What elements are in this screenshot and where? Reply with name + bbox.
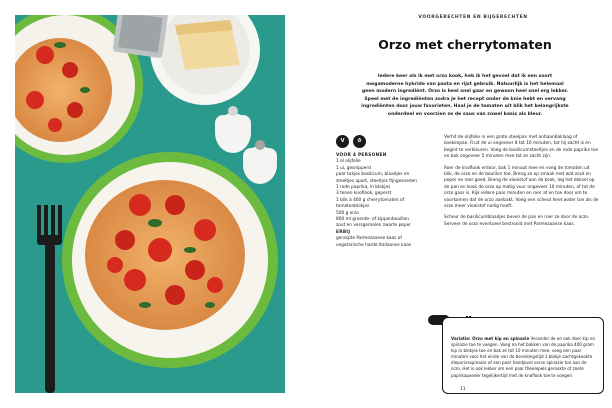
- ingredient-line: steeltjes apart, steeltjes fijngesneden: [336, 178, 417, 184]
- method-step: Scheur de basilicumblaadjes boven de pan en roer ze door de orzo. Serveer de orzo eventueel bestrooid met Parmezaanse kaas.: [444, 215, 590, 227]
- ingredient-line: paar takjes basilicum, blaadjes en: [336, 172, 410, 178]
- serve-heading: ERBIJ: [336, 229, 351, 235]
- serve-line: vegetarische harde Italiaanse kaas: [336, 242, 412, 248]
- method-step: Roer de knoflook erdoor, bak 1 minuut mee en voeg de tomaten uit blik, de orzo en de bouillon toe. Breng zo op smaak met wat zout en peper en roer goed. Breng de vloeistof aan de kook, leg het deksel op de pan en kook de orzo op matig vuur ongeveer 10 minuten, of tot de orzo gaar is. Kijk iedere paar minuten en roer af en toe door om te voorkomen dat de orzo aanbakt. Voeg een scheut heet water toe als de orzo meer vloeistof nodig heeft.: [444, 165, 599, 210]
- orzo-dish-illustration: [15, 15, 285, 393]
- section-kicker: VOORGERECHTEN EN BIJGERECHTEN: [418, 15, 528, 20]
- recipe-intro: Iedere keer als ik met orzo kook, heb ik het gevoel dat ik een soort megamoderne hybride van pasta en rijst gebruik. Natuurlijk is het helemaal geen modern ingrediënt. Orzo is heel snel gaar en gewoon heel snel erg lekker. Speel met de ingrediënten zodra je het recept onder de knie hebt en vervang ingrediënten door jouw favorieten. Haal je de tomaten uit blik het belangrijkste onderdeel en voorzien ze de saus van zowel basis als kleur.: [361, 74, 569, 117]
- diet-icons: [336, 135, 376, 149]
- variation-box: [442, 317, 604, 394]
- serve-line: geraspte Parmezaanse kaas of: [336, 236, 402, 242]
- ingredient-line: 1 blik à 400 g cherrytomaten of: [336, 197, 405, 203]
- ingredient-line: 800 ml groente- of kippenbouillon: [336, 217, 409, 223]
- method-steps: [444, 135, 600, 233]
- time-icon: ⏱: [353, 135, 366, 148]
- variation-text: [451, 336, 597, 379]
- servings-heading: VOOR 4 PERSONEN: [336, 153, 387, 158]
- ingredient-line: 1 el olijfolie: [336, 159, 361, 165]
- ingredients-list: [336, 153, 436, 249]
- method-step: Verhit de olijfolie in een grote steelpan met antiaanbaklaag of koekenpan. Fruit de ui ongeveer 8 tot 10 minuten, tot hij zacht is en begint te verkleuren. Voeg de basilicumsteeltjes en de rode paprika toe en bak ongeveer 5 minuten mee tot ze zacht zijn.: [444, 135, 599, 160]
- variation-body: Verander de en ook door kip en spinazie toe te voegen. Voeg na het bakken van de paprika 400 gram kip in blokjes toe en bak ze tot 10 minuten mee, voeg een paar minuten voor het einde van de bereidingstijd 1 blokje zachtgekookte diepvriesspinazie of een paar handjevol verse spinazie toe aan de orzo. Het is ook lekker om een paar theelepels gerookte of zoete paprikapoeder tegelijkertijd met de knoflook toe te voegen.: [451, 336, 596, 378]
- ingredient-line: 3 tenen knoflook, geperst: [336, 191, 392, 197]
- recipe-photo: [15, 15, 285, 393]
- ingredient-line: 1 ui, gesnipperd: [336, 165, 371, 171]
- recipe-page: [330, 15, 600, 393]
- variation-label: Variatie: Orzo met kip en spinazie: [451, 336, 530, 341]
- ingredient-line: 1 rode paprika, in blokjes: [336, 185, 391, 191]
- page-number: 11: [460, 387, 466, 392]
- vegetarian-icon: V: [336, 135, 349, 148]
- recipe-title: Orzo met cherrytomaten: [378, 37, 552, 52]
- ingredient-line: 500 g orzo: [336, 210, 359, 216]
- main-plate: [62, 152, 278, 368]
- ingredient-line: zout en versgemalen zwarte peper: [336, 223, 412, 229]
- ingredient-line: tomatenblokjes: [336, 204, 370, 210]
